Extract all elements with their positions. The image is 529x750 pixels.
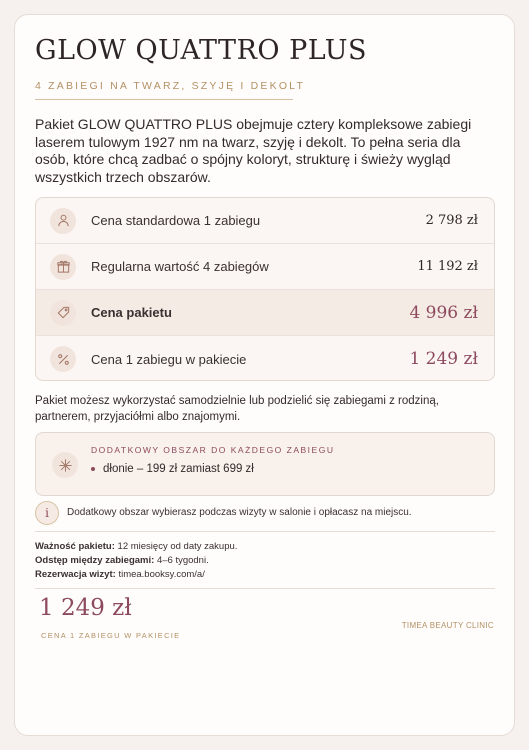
brand-name: TIMEA BEAUTY CLINIC xyxy=(401,621,494,630)
footer-price: 1 249 zł xyxy=(39,595,132,621)
percent-icon xyxy=(50,346,76,372)
info-icon: i xyxy=(35,501,59,525)
tag-icon xyxy=(50,300,76,326)
details-divider-bottom xyxy=(35,588,495,589)
booking-link[interactable]: timea.booksy.com/a/ xyxy=(118,569,205,580)
intro-paragraph: Pakiet GLOW QUATTRO PLUS obejmuje cztery kompleksowe zabiegi laserem tulowym 1927 nm na twarz, szyję i dekolt. To pełna seria dla osób, które chcą zadbać o spójny koloryt, strukturę i świeży wygląd wszystkich trzech obszarów. xyxy=(35,116,472,185)
validity-line xyxy=(35,540,237,554)
gift-icon xyxy=(50,254,76,280)
details-divider-top xyxy=(35,531,495,532)
price-value: 11 192 zł xyxy=(417,259,478,274)
page-subtitle: 4 ZABIEGI NA TWARZ, SZYJĘ I DEKOLT xyxy=(35,80,306,92)
price-label: Cena pakietu xyxy=(91,305,172,320)
interval-label: Odstęp między zabiegami: xyxy=(35,555,155,566)
extra-area-box xyxy=(35,432,495,496)
interval-line xyxy=(35,554,237,568)
price-label: Cena 1 zabiegu w pakiecie xyxy=(91,351,247,367)
price-value: 1 249 zł xyxy=(409,349,478,369)
price-row-standard xyxy=(36,198,494,244)
subtitle-divider xyxy=(35,99,293,100)
price-row-regular xyxy=(36,244,494,290)
sparkle-icon xyxy=(52,452,78,478)
validity-label: Ważność pakietu: xyxy=(35,541,115,552)
footer-price-caption: CENA 1 ZABIEGU W PAKIECIE xyxy=(41,631,181,640)
price-row-per-treatment xyxy=(36,336,494,381)
price-value: 4 996 zł xyxy=(409,302,478,323)
interval-value: 4–6 tygodni. xyxy=(156,555,209,566)
package-details xyxy=(35,540,237,582)
price-label: Regularna wartość 4 zabiegów xyxy=(91,259,269,274)
price-row-package xyxy=(36,290,494,336)
price-value: 2 798 zł xyxy=(425,213,478,228)
price-table xyxy=(35,197,495,381)
extra-area-title: DODATKOWY OBSZAR DO KAŻDEGO ZABIEGU xyxy=(91,445,335,455)
extra-area-item: dłonie – 199 zł zamiast 699 zł xyxy=(91,463,254,475)
share-info: Pakiet możesz wykorzystać samodzielnie lub podzielić się zabiegami z rodziną, partnerem, przyjaciółmi albo znajomymi. xyxy=(35,395,439,423)
package-card xyxy=(14,14,515,736)
extra-area-note: Dodatkowy obszar wybierasz podczas wizyty w salonie i opłacasz na miejscu. xyxy=(67,507,412,518)
page-title: GLOW QUATTRO PLUS xyxy=(35,35,367,66)
price-label: Cena standardowa 1 zabiegu xyxy=(91,213,261,228)
validity-value: 12 miesięcy od daty zakupu. xyxy=(117,541,238,552)
booking-label: Rezerwacja wizyt: xyxy=(35,569,116,580)
person-icon xyxy=(50,208,76,234)
booking-line xyxy=(35,568,237,582)
